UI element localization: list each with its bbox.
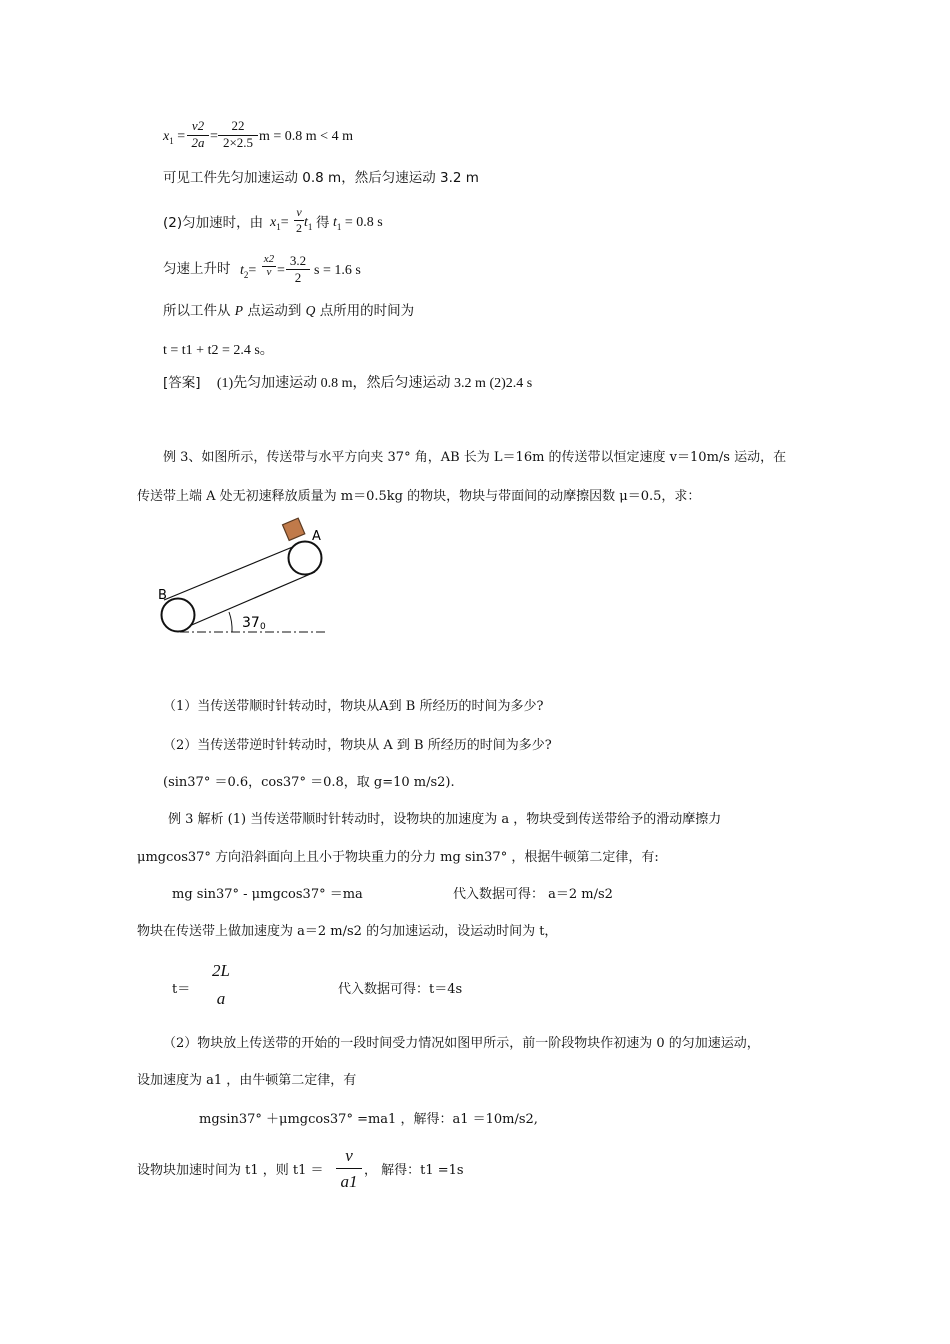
label-A: A bbox=[312, 529, 321, 544]
pulley-B bbox=[162, 599, 195, 632]
solution3-t-fraction bbox=[206, 961, 236, 1009]
example3-paragraph-2: 传送带上端 A 处无初速释放质量为 m＝0.5kg 的物块，物块与带面间的动摩擦因数 μ＝0.5，求： bbox=[137, 489, 701, 504]
line5-Q: Q bbox=[305, 303, 316, 318]
angle-arc bbox=[229, 612, 232, 632]
line4-fraction-1 bbox=[262, 253, 276, 278]
line4-den2: 2 bbox=[294, 270, 302, 285]
question-2: （2）当传送带逆时针转动时，物块从 A 到 B 所经历的时间为多少? bbox=[163, 738, 552, 753]
line3-eq: = bbox=[280, 215, 289, 230]
x1-fraction-1 bbox=[187, 118, 209, 151]
solution-line-3-prefix: (2)匀加速时，由 bbox=[163, 215, 264, 231]
line5-P: P bbox=[234, 303, 244, 318]
answer-text: (1)先匀加速运动 0.8 m，然后匀速运动 3.2 m (2)2.4 s bbox=[216, 376, 533, 391]
solution-line-5 bbox=[163, 302, 414, 320]
solution3-line-4: 物块在传送带上做加速度为 a＝2 m/s2 的匀加速运动，设运动时间为 t， bbox=[137, 924, 558, 939]
line3-fraction bbox=[294, 205, 304, 236]
x1-symbol: x bbox=[163, 129, 170, 144]
line3-num: v bbox=[296, 205, 302, 219]
pulley-A bbox=[289, 542, 322, 575]
solution3-line-8: mgsin37° ＋μmgcos37° =ma1 ，解得：a1 ＝10m/s2, bbox=[199, 1112, 538, 1127]
line5-part-c: 点所用的时间为 bbox=[319, 303, 415, 319]
line4-num1: x2 bbox=[263, 253, 275, 265]
line3-x: x bbox=[270, 215, 277, 230]
conveyor-belt-figure bbox=[150, 512, 340, 640]
solution3-t-lhs: t＝ bbox=[172, 982, 191, 997]
x1-result: m = 0.8 m < 4 m bbox=[259, 129, 353, 144]
question-1: （1）当传送带顺时针转动时，物块从A到 B 所经历的时间为多少? bbox=[163, 699, 544, 714]
line3-result: = 0.8 s bbox=[341, 215, 383, 230]
t-frac-den: a bbox=[216, 989, 226, 1008]
solution3-line-7: 设加速度为 a1 ，由牛顿第二定律，有 bbox=[137, 1073, 357, 1088]
line4-result: s = 1.6 s bbox=[314, 263, 361, 278]
angle-label: 37 bbox=[242, 615, 260, 631]
t1-frac-den: a1 bbox=[340, 1172, 358, 1191]
solution3-line-9-left: 设物块加速时间为 t1 ，则 t1 ＝ bbox=[137, 1163, 324, 1178]
t1-frac-num: v bbox=[345, 1146, 353, 1165]
answer-tag: [答案] bbox=[163, 375, 201, 391]
x1-frac2-num: 22 bbox=[231, 118, 245, 133]
solution3-line-1: 例 3 解析 (1) 当传送带顺时针转动时，设物块的加速度为 a ，物块受到传送带给予的滑动摩擦力 bbox=[168, 812, 722, 827]
x1-fraction-2 bbox=[218, 118, 258, 151]
line5-part-b: 点运动到 bbox=[247, 303, 302, 319]
t-frac-num: 2L bbox=[212, 961, 230, 980]
line3-den: 2 bbox=[296, 221, 302, 235]
solution-line-6: t = t1 + t2 = 2.4 s。 bbox=[163, 343, 274, 358]
line4-num2: 3.2 bbox=[289, 253, 307, 268]
equation-x1: $x_1$ = bbox=[163, 129, 186, 146]
solution3-line-2: μmgcos37° 方向沿斜面向上且小于物块重力的分力 mg sin37° ，根据牛顿第二定律，有: bbox=[137, 850, 659, 865]
label-B: B bbox=[158, 588, 167, 603]
solution3-t-result: 代入数据可得：t＝4s bbox=[338, 982, 463, 997]
line4-t: t bbox=[240, 263, 244, 278]
solution3-line-6: （2）物块放上传送带的开始的一段时间受力情况如图甲所示，前一阶段物块作初速为 0 的匀加速运动， bbox=[163, 1036, 760, 1051]
solution3-eq-1-result: 代入数据可得： a＝2 m/s2 bbox=[453, 887, 613, 902]
line4-den1: v bbox=[266, 266, 272, 278]
solution3-line-9-right: ， 解得：t1 =1s bbox=[364, 1163, 464, 1178]
line4-fraction-2 bbox=[286, 253, 310, 286]
block bbox=[283, 518, 305, 540]
x1-frac2-den: 2×2.5 bbox=[222, 135, 254, 150]
solution3-eq-1: mg sin37° - μmgcos37° ＝ma bbox=[172, 887, 363, 902]
line5-part-a: 所以工件从 bbox=[163, 303, 231, 319]
line3-t2: t bbox=[333, 215, 337, 230]
line3-t: t bbox=[304, 215, 308, 230]
angle-label-sub: 0 bbox=[260, 622, 266, 632]
example3-paragraph-1: 例 3、如图所示，传送带与水平方向夹 37° 角，AB 长为 L＝16m 的传送带以恒定速度 v＝10m/s 运动，在 bbox=[163, 450, 787, 465]
question-3-constants: (sin37° ＝0.6，cos37° ＝0.8，取 g=10 m/s2). bbox=[163, 775, 455, 790]
belt-top-line bbox=[164, 546, 295, 600]
line3-mid: 得 bbox=[316, 215, 330, 231]
x1-frac1-den: 2a bbox=[191, 135, 205, 150]
x1-frac1-num: v2 bbox=[191, 118, 205, 133]
solution-line-4-prefix: 匀速上升时 bbox=[163, 261, 231, 277]
solution-line-2: 可见工件先匀加速运动 0.8 m，然后匀速运动 3.2 m bbox=[163, 170, 479, 186]
x1-subscript: 1 bbox=[169, 135, 174, 146]
answer-line bbox=[163, 374, 532, 393]
solution3-t1-fraction bbox=[336, 1146, 362, 1192]
